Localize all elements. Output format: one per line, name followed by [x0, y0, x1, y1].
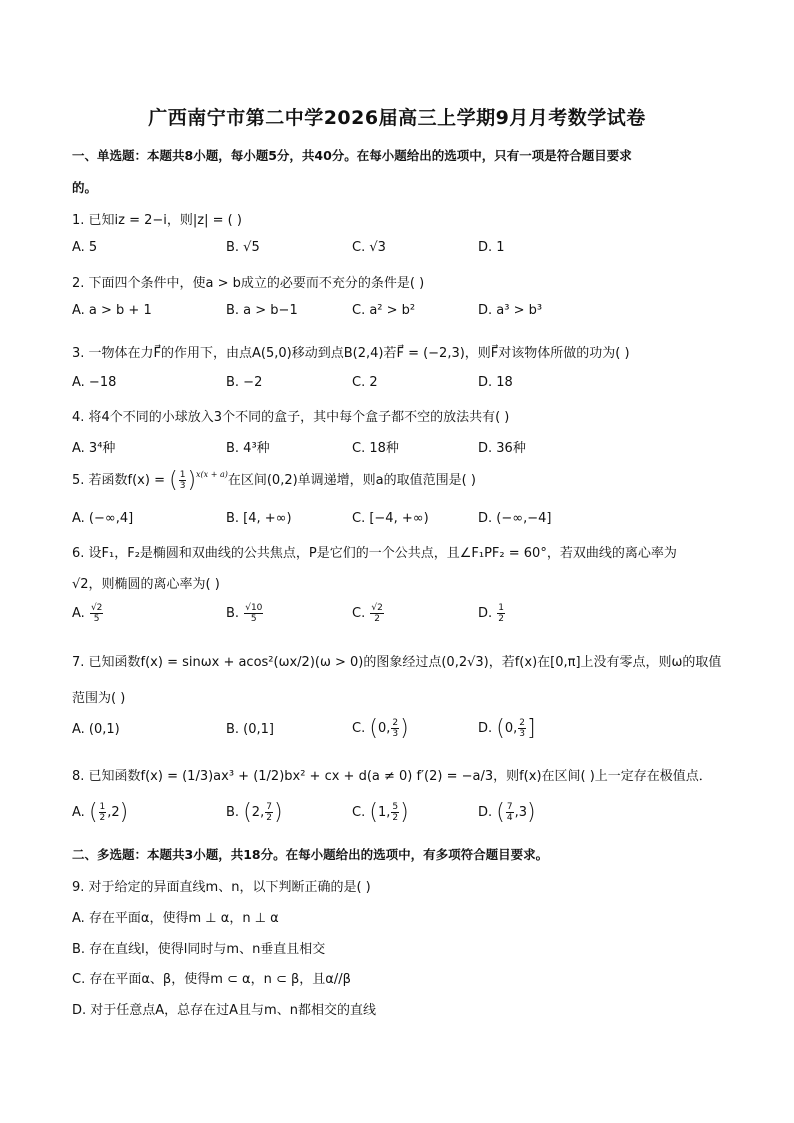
q9-option-a: A. 存在平面α，使得m ⊥ α，n ⊥ α [72, 911, 279, 926]
q2-option-d: D. a³ > b³ [478, 303, 543, 318]
section2-heading: 二、多选题：本题共3小题，共18分。在每小题给出的选项中，有多项符合题目要求。 [72, 847, 549, 862]
section1-heading-cont: 的。 [72, 180, 98, 195]
question-6-stem-cont: √2，则椭圆的离心率为( ) [72, 577, 220, 592]
q5-stem-end: 在区间(0,2)单调递增，则a的取值范围是( ) [227, 473, 476, 488]
q7-option-d: D. (0, $\frac{2}{3}$ ] [478, 716, 536, 741]
q4-option-c: C. 18种 [352, 441, 399, 456]
q3-option-a: A. −18 [72, 375, 117, 390]
q1-option-d: D. 1 [478, 240, 505, 255]
q4-option-a: A. 3⁴种 [72, 441, 116, 456]
q9-option-c: C. 存在平面α、β，使得m ⊂ α，n ⊂ β，且α//β [72, 972, 351, 987]
q2-option-a: A. a > b + 1 [72, 303, 152, 318]
question-7-stem: 7. 已知函数f(x) = sinωx + acos²(ωx/2)(ω > 0)的图象经过点(0,2√3)，若f(x)在[0,π]上没有零点，则ω的取值 [72, 655, 722, 670]
q9-option-d: D. 对于任意点A，总存在过A且与m、n都相交的直线 [72, 1003, 376, 1018]
q1-option-c: C. √3 [352, 240, 386, 255]
q7-option-c: C. (0, $\frac{2}{3}$ ) [352, 716, 409, 741]
page-title: 广西南宁市第二中学2026届高三上学期9月月考数学试卷 [148, 107, 646, 129]
q1-option-b: B. √5 [226, 240, 260, 255]
q3-option-b: B. −2 [226, 375, 263, 390]
q6-option-d: D. $\frac{1}{2}$ [478, 603, 505, 624]
q5-option-d: D. (−∞,−4] [478, 511, 552, 526]
question-3-stem: 3. 一物体在力F⃗的作用下，由点A(5,0)移动到点B(2,4)若F⃗ = (−2,3)，则F⃗对该物体所做的功为( ) [72, 346, 630, 361]
q6-option-c: C. $\frac{√2}{2}$ [352, 603, 383, 624]
question-2-stem: 2. 下面四个条件中，使a > b成立的必要而不充分的条件是( ) [72, 276, 425, 291]
question-5-stem: 5. 若函数f(x) = ( $\frac{1}{3}$ )$^{x(x + a)}$在区间(0,2)单调递增，则a的取值范围是( ) [72, 468, 476, 493]
question-6-stem: 6. 设F₁，F₂是椭圆和双曲线的公共焦点，P是它们的一个公共点，且∠F₁PF₂ = 60°，若双曲线的离心率为 [72, 546, 677, 561]
q5-option-c: C. [−4, +∞) [352, 511, 429, 526]
question-4-stem: 4. 将4个不同的小球放入3个不同的盒子，其中每个盒子都不空的放法共有( ) [72, 410, 510, 425]
q5-option-b: B. [4, +∞) [226, 511, 292, 526]
q4-option-d: D. 36种 [478, 441, 526, 456]
q8-option-a: A. ( $\frac{1}{2}$ ,2) [72, 800, 129, 825]
q8-option-d: D. ( $\frac{7}{4}$ ,3) [478, 800, 536, 825]
q5-option-a: A. (−∞,4] [72, 511, 134, 526]
section1-heading: 一、单选题：本题共8小题，每小题5分，共40分。在每小题给出的选项中，只有一项是符合题目要求 [72, 148, 632, 163]
question-7-stem-cont: 范围为( ) [72, 691, 126, 706]
q8-option-b: B. (2, $\frac{7}{2}$ ) [226, 800, 283, 825]
q2-option-b: B. a > b−1 [226, 303, 298, 318]
q5-stem-start: 5. 若函数f(x) = [72, 473, 170, 488]
q6-option-a: A. $\frac{√2}{5}$ [72, 603, 103, 624]
q5-exponent: x(x + a) [196, 470, 228, 479]
q7-option-b: B. (0,1] [226, 722, 275, 737]
q8-option-c: C. (1, $\frac{5}{2}$ ) [352, 800, 409, 825]
q2-option-c: C. a² > b² [352, 303, 416, 318]
q3-option-d: D. 18 [478, 375, 513, 390]
q7-option-a: A. (0,1) [72, 722, 120, 737]
question-9-stem: 9. 对于给定的异面直线m、n，以下判断正确的是( ) [72, 880, 371, 895]
q4-option-b: B. 4³种 [226, 441, 270, 456]
q6-option-b: B. $\frac{√10}{5}$ [226, 603, 263, 624]
q9-option-b: B. 存在直线l，使得l同时与m、n垂直且相交 [72, 942, 326, 957]
question-1-stem: 1. 已知iz = 2−i，则|z| = ( ) [72, 213, 242, 228]
q1-option-a: A. 5 [72, 240, 98, 255]
q3-option-c: C. 2 [352, 375, 378, 390]
question-8-stem: 8. 已知函数f(x) = (1/3)ax³ + (1/2)bx² + cx + d(a ≠ 0) f′(2) = −a/3，则f(x)在区间( )上一定存在极值点． [72, 769, 712, 784]
